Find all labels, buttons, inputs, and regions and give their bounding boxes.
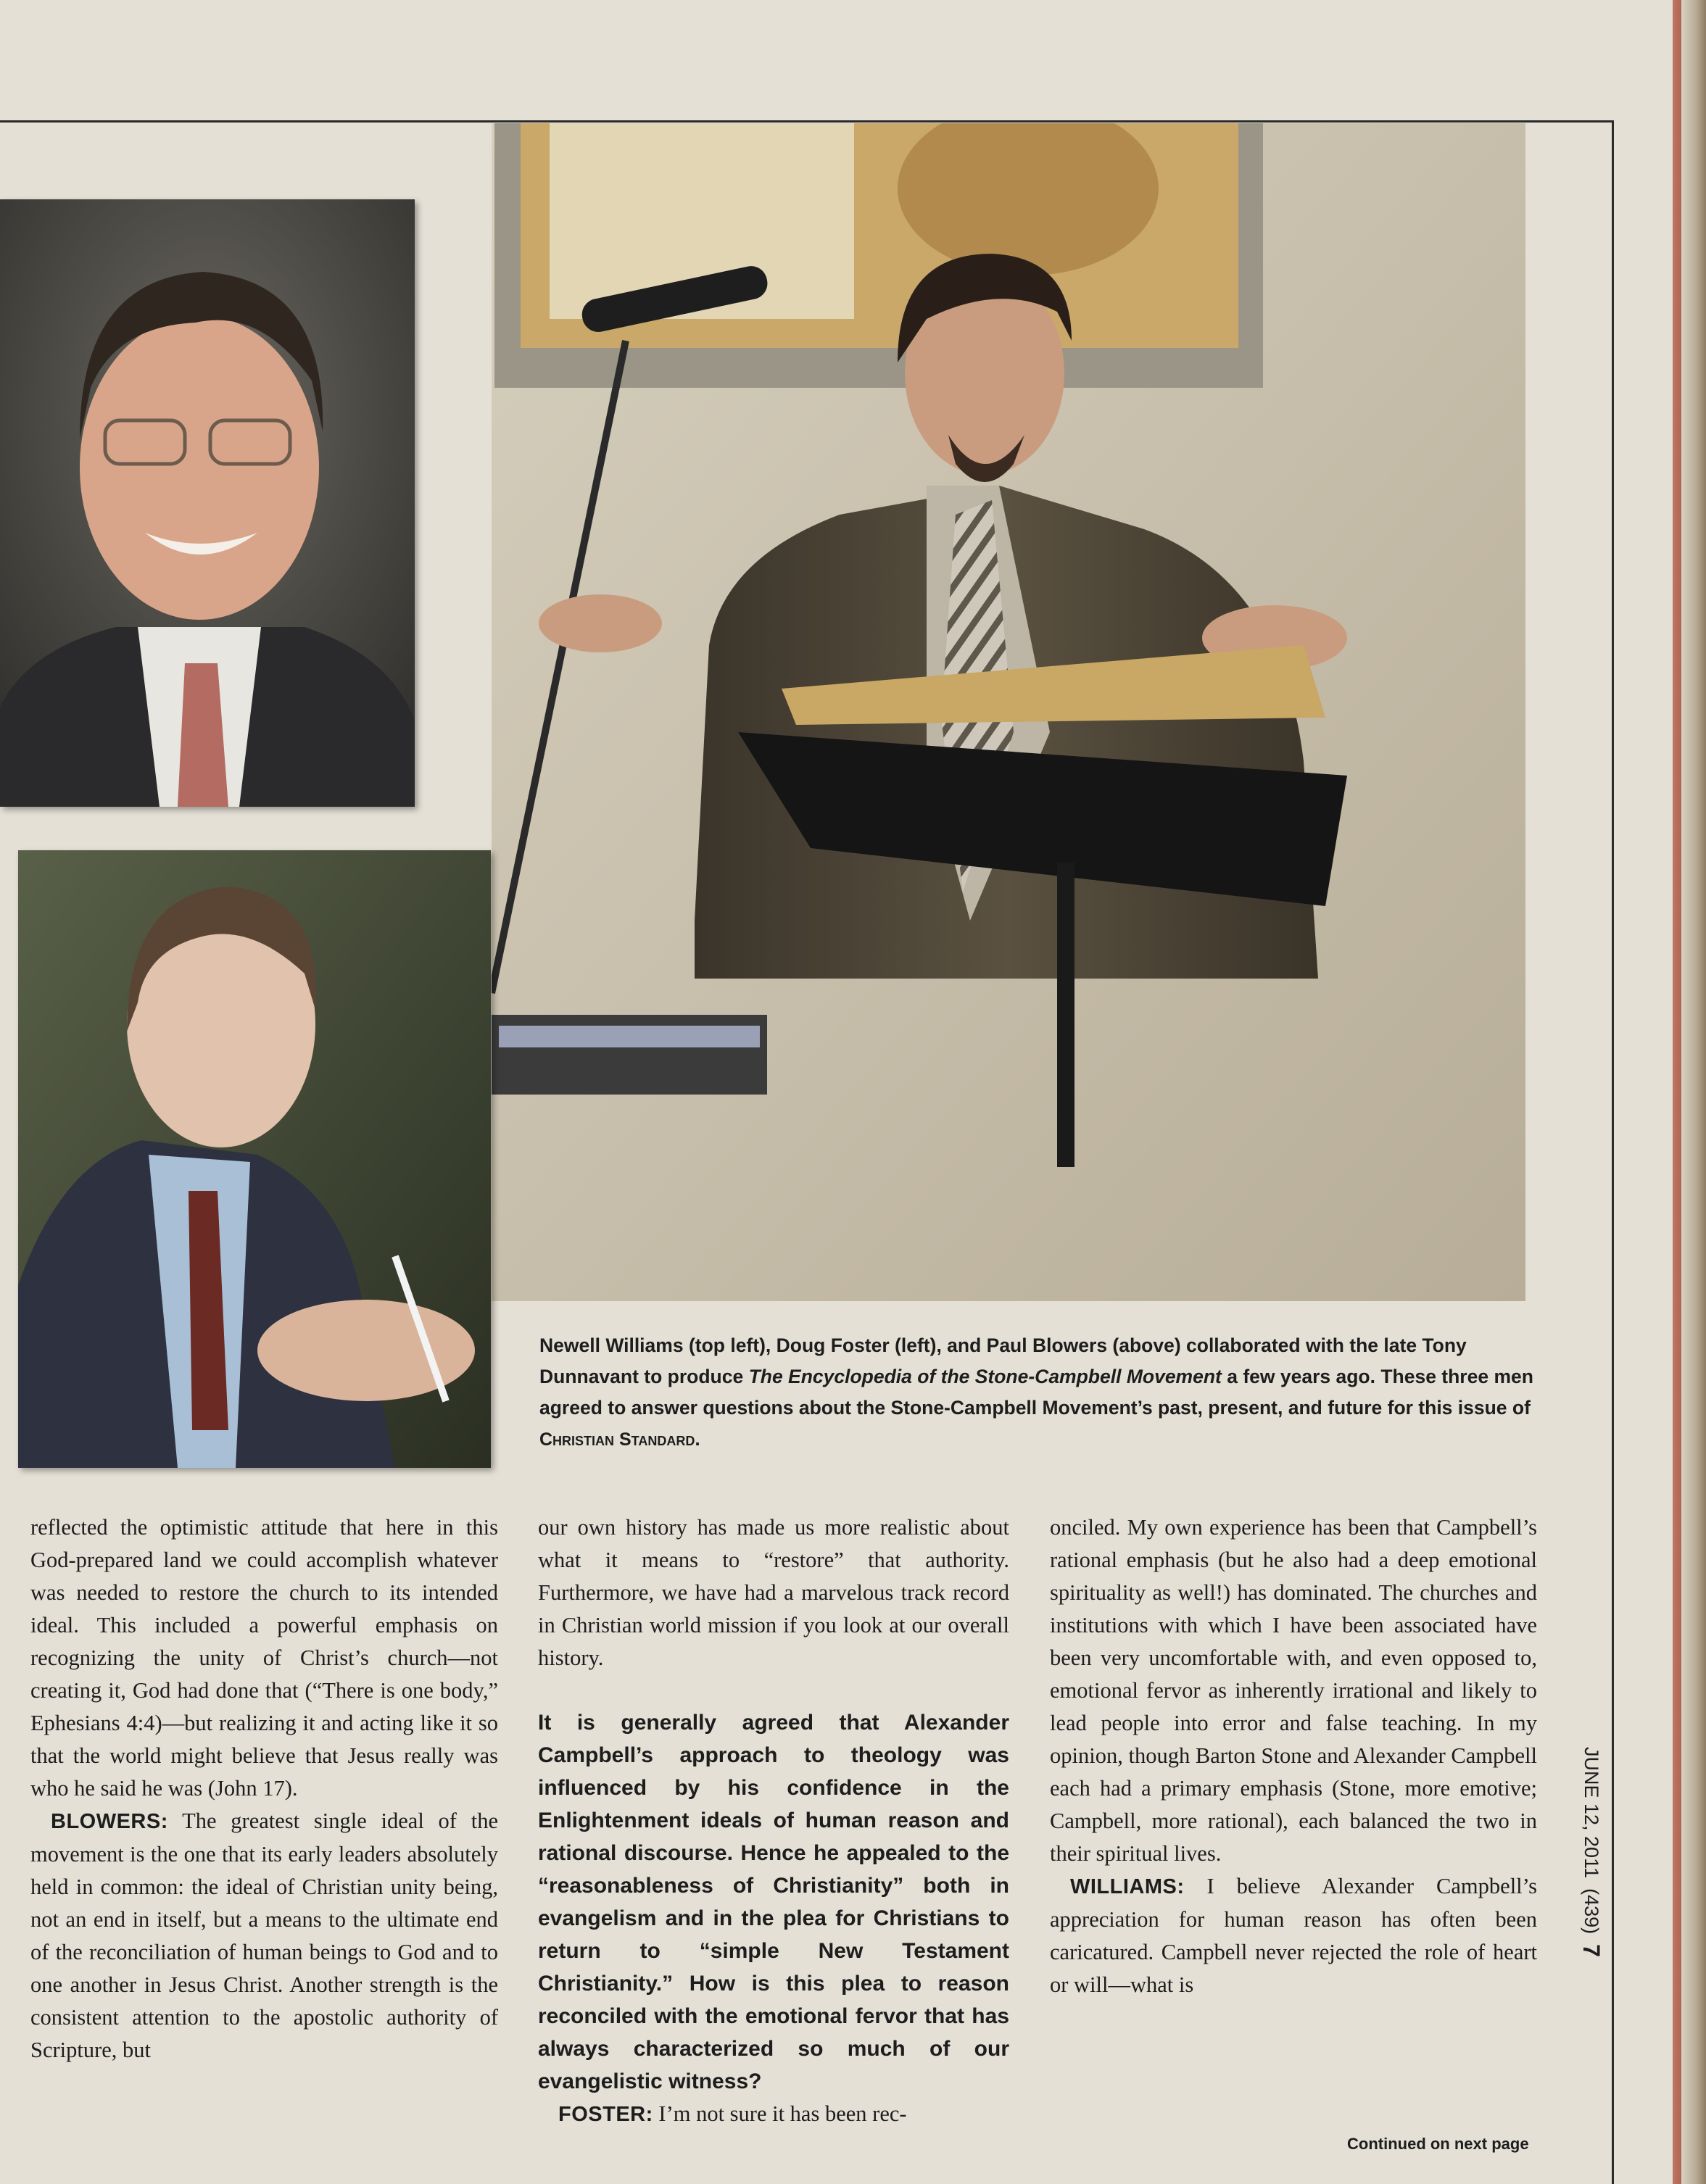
column-2-paragraph-1: our own history has made us more realistic about what it means to “restore” that authority. Furthermore, we have had a marvelous track record in Christian world mission if you look at our overall history.: [538, 1515, 1009, 1670]
body-column-2: [538, 1511, 1009, 2131]
photo-caption: [539, 1330, 1536, 1456]
photo-blowers-illustration: [492, 123, 1525, 1301]
photo-blowers-at-podium: [492, 123, 1525, 1301]
photo-williams-illustration: [0, 199, 415, 807]
photo-newell-williams: [0, 199, 415, 807]
folio-date: JUNE 12, 2011: [1581, 1747, 1603, 1879]
speaker-label-williams: WILLIAMS:: [1070, 1875, 1185, 1898]
speaker-label-blowers: BLOWERS:: [51, 1810, 168, 1833]
body-column-3: [1050, 1511, 1537, 2001]
folio-issue-page: (439): [1581, 1888, 1603, 1935]
column-2-answer-text: I’m not sure it has been rec-: [653, 2101, 907, 2126]
page-folio: [1577, 1747, 1606, 2153]
column-2-paragraph-2: [538, 2098, 1009, 2131]
column-3-paragraph-2: [1050, 1870, 1537, 2001]
caption-book-title: The Encyclopedia of the Stone-Campbell Movement: [748, 1366, 1222, 1387]
caption-text-2: a few years ago. These three men agreed to answer questions about the Stone-Campbell Movement’s past, present, and future for this issue of: [539, 1366, 1533, 1419]
column-1-paragraph-1: reflected the optimistic attitude that here in this God-prepared land we could accomplish whatever was needed to restore the church to its intended ideal. This included a powerful emphasis on recognizing the unity of Christ’s church—not creating it, God had done that (“There is one body,” Ephesians 4:4)—but realizing it and acting like it so that the world might believe that Jesus really was who he said he was (John 17).: [30, 1515, 498, 1801]
caption-text-1: Newell Williams (top left), Doug Foster (left), and Paul Blowers (above) collaborated with the late Tony Dunnavant to produce: [539, 1334, 1467, 1387]
column-3-answer-text: I believe Alexander Campbell’s appreciation for human reason has often been caricatured. Campbell never rejected the role of heart or will—what is: [1050, 1874, 1537, 1997]
photo-doug-foster: [18, 850, 491, 1468]
caption-end: .: [695, 1428, 700, 1450]
speaker-label-foster: FOSTER:: [558, 2103, 653, 2126]
body-column-1: [30, 1511, 498, 2067]
page-number: 7: [1578, 1944, 1605, 1957]
binding-edge: [1673, 0, 1681, 2184]
caption-magazine-name: Christian Standard: [539, 1429, 695, 1450]
page-edge: [1681, 0, 1706, 2184]
photo-foster-illustration: [18, 850, 491, 1468]
column-1-paragraph-2: [30, 1805, 498, 2067]
continued-notice: Continued on next page: [1347, 2135, 1529, 2153]
interview-question: It is generally agreed that Alexander Campbell’s approach to theology was influenced by his confidence in the Enlightenment ideals of human reason and rational discourse. Hence he appealed to the “reasonableness of Christianity” both in evangelism and in the plea for Christians to return to “simple New Testament Christianity.” How is this plea to reason reconciled with the emotional fervor that has always characterized so much of our evangelistic witness?: [538, 1711, 1009, 2093]
column-1-answer-text: The greatest single ideal of the movement is the one that its early leaders absolutely held in common: the ideal of Christian unity being, not an end in itself, but a means to the ultimate end of the reconciliation of human beings to God and to one another in Jesus Christ. Another strength is the consistent attention to the apostolic authority of Scripture, but: [30, 1809, 498, 2062]
column-3-paragraph-1: onciled. My own experience has been that Campbell’s rational emphasis (but he also had a deep emotional spirituality as well!) has dominated. The churches and institutions with which I have been associated have been very uncomfortable with, and even opposed to, emotional fervor as inherently irrational and likely to lead people into error and false teaching. In my opinion, though Barton Stone and Alexander Campbell each had a primary emphasis (Stone, more emotive; Campbell, more rational), each balanced the two in their spiritual lives.: [1050, 1515, 1537, 1866]
